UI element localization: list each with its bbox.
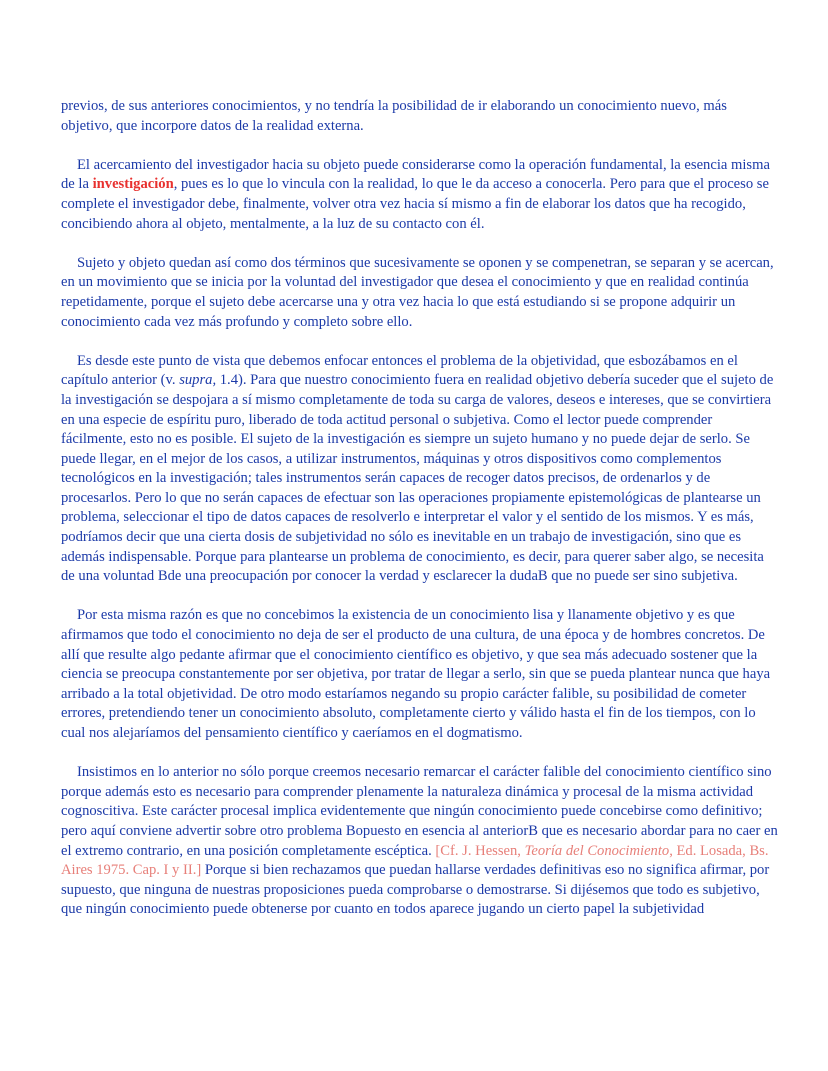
highlighted-keyword: investigación: [92, 176, 174, 193]
text-segment: Por esta misma razón es que no concebimos la existencia de un conocimiento lisa y llanamente objetivo y es que afirmamos que todo el conocimiento no deja de ser el producto de una cultura, de una época y de hombres concretos. De allí que resulte algo pedante afirmar que el conocimiento científico es objetivo, y que sea más adecuado sostener que la ciencia se preocupa constantemente por ser objetiva, por tratar de llegar a serlo, sin que se pueda plantear nunca que haya arribado a la total objetividad. De otro modo estaríamos negando su propio carácter falible, su posibilidad de cometer errores, pretendiendo tener un conocimiento absoluto, completamente cierto y válido hasta el fin de los tiempos, con lo cual nos alejaríamos del pensamiento científico y caeríamos en el dogmatismo.: [61, 607, 771, 741]
paragraph: [61, 606, 779, 743]
paragraph: [61, 156, 779, 234]
text-segment: Es desde este punto de vista que debemos enfocar entonces el problema de la objetividad, que esbozábamos en el capítulo anterior (v.: [61, 352, 738, 389]
italic-text: supra,: [179, 372, 217, 389]
citation-text: [Cf. J. Hessen,: [435, 842, 525, 859]
citation-title: Teoría del Conocimiento: [524, 842, 670, 859]
text-segment: Sujeto y objeto quedan así como dos términos que sucesivamente se oponen y se compenetran, se separan y se acercan, en un movimiento que se inicia por la voluntad del investigador que desea el conocimiento y que en realidad continúa repetidamente, porque el sujeto debe acercarse una y otra vez hacia lo que está estudiando si se propone adquirir un conocimiento cada vez más profundo y completo sobre ello.: [61, 254, 774, 330]
paragraph: [61, 352, 779, 587]
text-segment: Insistimos en lo anterior no sólo porque creemos necesario remarcar el carácter falible del conocimiento científico sino porque además esto es necesario para comprender plenamente la naturaleza dinámica y procesal de la misma actividad cognoscitiva. Este carácter procesal implica evidentemente que ningún conocimiento puede concebirse como definitivo; pero aquí conviene advertir sobre otro problema Bopuesto en esencia al anteriorB que es necesario abordar para no caer en el extremo contrario, en una posición completamente escéptica.: [61, 764, 778, 859]
citation-text: , Ed. Losada, Bs. Aires 1975. Cap. I y II.]: [61, 842, 769, 879]
text-segment: El acercamiento del investigador hacia su objeto puede considerarse como la operación fundamental, la esencia misma de la: [61, 156, 770, 193]
paragraph: [61, 254, 779, 332]
text-segment: 1.4). Para que nuestro conocimiento fuera en realidad objetivo debería suceder que el sujeto de la investigación se despojara a sí mismo completamente de toda su carga de valores, deseos e intereses, que se convirtiera en una especie de espíritu puro, liberado de toda actitud personal o subjetiva. Como el lector puede comprender fácilmente, esto no es posible. El sujeto de la investigación es siempre un sujeto humano y no puede dejar de serlo. Se puede llegar, en el mejor de los casos, a utilizar instrumentos, máquinas y otros dispositivos como complementos tecnológicos en la investigación; tales instrumentos serán capaces de recoger datos precisos, de ordenarlos y de procesarlos. Pero lo que no serán capaces de efectuar son las operaciones propiamente epistemológicas de plantearse un problema, seleccionar el tipo de datos capaces de resolverlo e interpretar el valor y el sentido de los mismos. Y es más, podríamos decir que una cierta dosis de subjetividad no sólo es inevitable en un trabajo de investigación, sino que es además indispensable. Porque para plantearse un problema de conocimiento, es decir, para querer saber algo, se necesita de una voluntad Bde una preocupación por conocer la verdad y esclarecer la dudaB que no puede ser sino subjetiva.: [61, 372, 774, 585]
paragraph: [61, 763, 779, 920]
text-segment: , pues es lo que lo vincula con la realidad, lo que le da acceso a conocerla. Pero para que el proceso se complete el investigador debe, finalmente, volver otra vez hacia sí mismo a fin de elaborar los datos que ha recogido, concibiendo ahora al objeto, mentalmente, a la luz de su contacto con él.: [61, 176, 769, 232]
text-segment: previos, de sus anteriores conocimientos, y no tendría la posibilidad de ir elaborando un conocimiento nuevo, más objetivo, que incorpore datos de la realidad externa.: [61, 98, 727, 134]
text-segment: Porque si bien rechazamos que puedan hallarse verdades definitivas eso no significa afirmar, por supuesto, que ninguna de nuestras proposiciones pueda comprobarse o demostrarse. Si dijésemos que todo es subjetivo, que ningún conocimiento puede obtenerse por cuanto en todos aparece jugando un cierto papel la subjetividad: [61, 862, 770, 918]
paragraph-continuation: [61, 97, 779, 136]
